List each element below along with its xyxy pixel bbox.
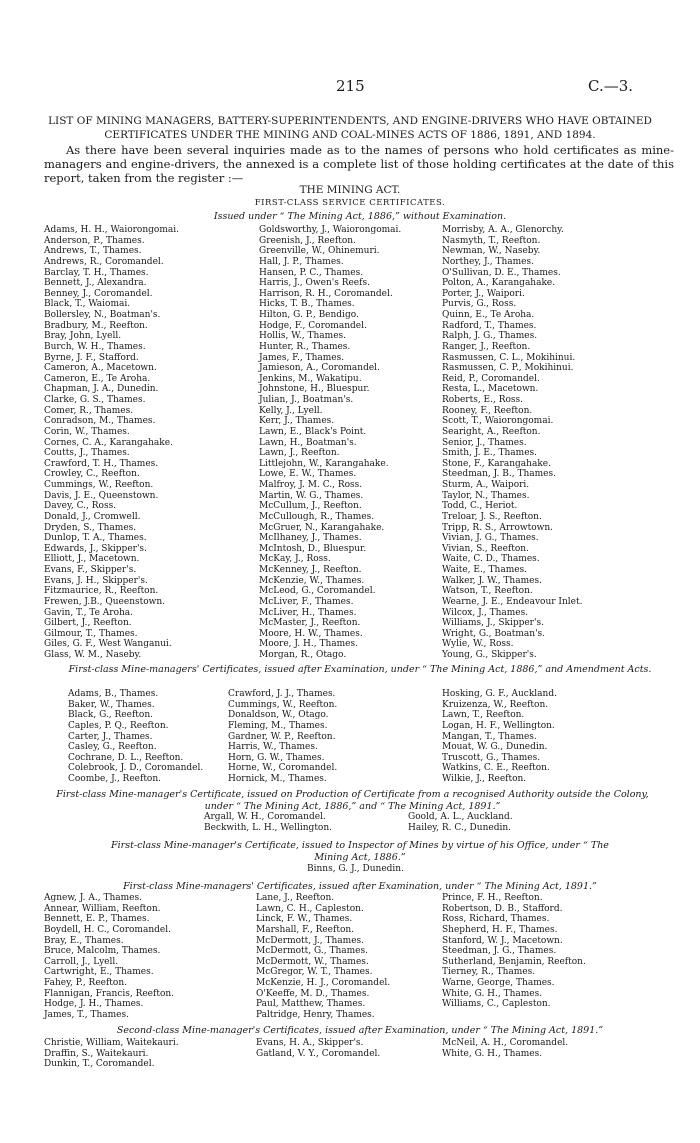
name-entry: Scott, T., Waiorongomai. — [442, 416, 554, 427]
name-entry: Sutherland, Benjamin, Reefton. — [442, 956, 586, 967]
name-entry: Cochrane, D. L., Reefton. — [68, 752, 184, 763]
column — [442, 893, 586, 1010]
names-columns — [44, 225, 664, 665]
name-entry: Evans, H. A., Skipper's. — [256, 1038, 364, 1048]
name-entry: Burch, W. H., Thames. — [44, 341, 146, 352]
name-entry: Julian, J., Boatman's. — [259, 395, 354, 405]
section-heading: First-class Mine-managers' Certificates, issued after Examination, under “ The Mining Act, 1891.” — [123, 881, 597, 892]
name-entry: Chapman, J. A., Dunedin. — [44, 384, 159, 395]
name-entry: Logan, H. F., Wellington. — [442, 720, 555, 731]
names-columns — [44, 812, 664, 836]
name-entry: Cummings, W., Reefton. — [44, 480, 154, 490]
column — [408, 812, 513, 833]
name-entry: Bray, John, Lyell. — [44, 331, 122, 342]
name-entry: Treloar, J. S., Reefton. — [442, 511, 542, 522]
name-entry: Martin, W. G., Thames. — [259, 490, 364, 501]
name-entry: Lawn, J., Reefton. — [259, 448, 340, 459]
name-entry: Williams, C., Capleston. — [442, 999, 551, 1010]
name-entry: McKenney, J., Reefton. — [259, 565, 362, 575]
column — [68, 689, 203, 785]
name-entry: Adams, H. H., Waiorongomai. — [44, 225, 179, 235]
name-entry: McDermott, W., Thames. — [256, 956, 369, 967]
name-entry: Vivian, S., Reefton. — [442, 543, 529, 554]
section-heading: First-class Mine-managers' Certificates, issued after Examination, under “ The Mining Act, 1886,” and Amendment Acts. — [68, 664, 652, 675]
name-entry: Warne, George, Thames. — [442, 978, 555, 988]
section-heading: First-class Mine-manager's Certificate, issued on Production of Certificate from a recognised Authority outside the Colony, under “ The Mining Act, 1886,” and “ The Mining Act, 1891.” — [56, 789, 649, 812]
name-entry: Andrews, R., Coromandel. — [44, 256, 164, 267]
name-entry: Goldsworthy, J., Waiorongomai. — [259, 225, 402, 235]
name-entry: Harrison, R. H., Coromandel. — [259, 288, 393, 299]
name-entry: Harris, J., Owen's Reefs. — [259, 278, 370, 289]
name-entry: Morrisby, A. A., Glenorchy. — [442, 225, 564, 235]
name-entry: Corin, W., Thames. — [44, 426, 130, 437]
name-entry: Quinn, E., Te Aroha. — [442, 310, 535, 320]
name-entry: Polton, A., Karangahake. — [442, 278, 556, 289]
name-entry: Edwards, J., Skipper's. — [44, 543, 147, 554]
name-entry: White, G. H., Thames. — [442, 988, 543, 999]
name-entry: Benney, J., Coromandel. — [44, 288, 153, 299]
name-entry: Dryden, S., Thames. — [44, 522, 137, 533]
name-entry: McIlhaney, J., Thames. — [259, 533, 362, 544]
name-entry: Crawford, T. H., Thames. — [44, 458, 159, 469]
name-entry: Stone, F., Karangahake. — [442, 458, 551, 469]
name-entry: Bradbury, M., Reefton. — [44, 320, 148, 331]
name-entry: McKay, J., Ross. — [259, 554, 331, 565]
name-entry: Wylie, W., Ross. — [442, 639, 514, 650]
name-entry: Moore, H. W., Thames. — [259, 628, 363, 639]
name-entry: McKenzie, H. J., Coromandel. — [256, 978, 391, 988]
name-entry: Truscott, G., Thames. — [442, 752, 541, 763]
name-entry: James, F., Thames. — [259, 352, 345, 363]
name-entry: Bollersley, N., Boatman's. — [44, 310, 161, 320]
name-entry: Greenville, W., Ohinemuri. — [259, 246, 380, 257]
name-entry: Elliott, J., Macetown. — [44, 554, 140, 565]
name-entry: Horn, G. W., Thames. — [228, 752, 325, 763]
page-number: 215 — [336, 77, 365, 95]
column — [256, 1038, 380, 1059]
name-entry: Bruce, Malcolm, Thames. — [44, 946, 161, 957]
name-entry: Ralph, J. G., Thames. — [442, 331, 538, 342]
name-entry: Boydell, H. C., Coromandel. — [44, 924, 171, 935]
name-entry: Smith, J. E., Thames. — [442, 448, 538, 459]
name-entry: Steedman, J. G., Thames. — [442, 946, 557, 957]
name-entry: Horne, W., Coromandel. — [228, 763, 338, 774]
name-entry: Clarke, G. S., Thames. — [44, 395, 146, 405]
name-entry: Jenkins, M., Wakatipu. — [259, 373, 362, 384]
name-entry: Rasmussen, C. L., Mokihinui. — [442, 352, 576, 363]
name-entry: Baker, W., Thames. — [68, 699, 155, 710]
name-entry: Wright, G., Boatman's. — [442, 628, 546, 639]
name-entry: Carter, J., Thames. — [68, 731, 153, 742]
name-entry: Agnew, J. A., Thames. — [44, 893, 142, 903]
name-entry: McLiver, H., Thames. — [259, 607, 357, 618]
section-heading: First-class Mine-manager's Certificate, issued to Inspector of Mines by virtue of his Office, under “ The Mining Act, 1886.” — [111, 840, 609, 863]
name-entry: Roberts, E., Ross. — [442, 395, 523, 405]
name-entry: McDermott, J., Thames. — [256, 935, 365, 946]
intro-paragraph: As there have been several inquiries made as to the names of persons who hold certificates as mine-managers and engine-drivers, the annexed is a complete list of those holding certificates at the date of this report, taken from the register :— — [44, 143, 674, 185]
name-entry: James, T., Thames. — [44, 1009, 129, 1020]
name-entry: Lane, J., Reefton. — [256, 893, 335, 903]
name-entry: Hall, J. P., Thames. — [259, 256, 344, 267]
name-entry: Goold, A. L., Auckland. — [408, 812, 513, 822]
column — [442, 225, 582, 661]
name-entry: Gilmour, T., Thames. — [44, 628, 138, 639]
column — [204, 812, 332, 833]
name-entry: Watkins, C. E., Reefton. — [442, 763, 550, 774]
name-entry: Comer, R., Thames. — [44, 405, 134, 416]
name-entry: Moore, J. H., Thames. — [259, 639, 358, 650]
name-entry: Black, T., Waiomai. — [44, 299, 131, 310]
name-entry: Stanford, W. J., Macetown. — [442, 935, 563, 946]
section-heading: Issued under “ The Mining Act, 1886,” without Examination. — [213, 211, 507, 222]
section-heading: Second-class Mine-manager's Certificates, issued after Examination, under “ The Mining Act, 1891.” — [116, 1025, 604, 1036]
name-entry: Gardner, W. P., Reefton. — [228, 731, 336, 742]
name-entry: Coombe, J., Reefton. — [68, 774, 162, 784]
name-entry: Giles, G. F., West Wanganui. — [44, 639, 172, 650]
column — [256, 893, 390, 1021]
name-entry: Cartwright, E., Thames. — [44, 967, 154, 978]
name-entry: Northey, J., Thames. — [442, 256, 534, 267]
name-entry: Andrews, T., Thames. — [44, 246, 142, 257]
name-entry: Marshall, F., Reefton. — [256, 924, 355, 935]
names-columns — [44, 893, 664, 1023]
name-entry: Wearne, J. E., Endeavour Inlet. — [442, 596, 583, 607]
name-entry: McGruer, N., Karangahake. — [259, 522, 385, 533]
column — [442, 1038, 568, 1059]
name-entry: Watson, T., Reefton. — [442, 586, 533, 597]
name-entry: Mouat, W. G., Dunedin. — [442, 742, 548, 753]
name-entry: Casley, G., Reefton. — [68, 742, 157, 753]
name-entry: Annear, William, Reefton. — [44, 903, 161, 914]
name-entry: McMaster, J., Reefton. — [259, 618, 361, 629]
name-entry: Paltridge, Henry, Thames. — [256, 1009, 375, 1020]
column — [44, 1038, 179, 1070]
name-entry: Lawn, T., Reefton. — [442, 710, 525, 721]
paper-reference: C.—3. — [588, 77, 634, 95]
name-entry: Black, G., Reefton. — [68, 710, 153, 721]
name-entry: Todd, C., Heriot. — [442, 501, 518, 512]
name-entry: Davis, J. E., Queenstown. — [44, 490, 159, 501]
name-entry: McLiver, F., Thames. — [259, 596, 354, 607]
name-entry: Gilbert, J., Reefton. — [44, 618, 132, 629]
name-entry: Dunlop, T. A., Thames. — [44, 533, 147, 544]
name-entry: Fahey, P., Reefton. — [44, 978, 127, 988]
document-title — [30, 114, 670, 142]
name-entry: Dunkin, T., Coromandel. — [44, 1059, 155, 1070]
name-entry: Mangan, T., Thames. — [442, 731, 537, 742]
name-entry: Robertson, D. B., Stafford. — [442, 903, 563, 914]
name-entry: Fleming, M., Thames. — [228, 720, 328, 731]
name-entry: Christie, William, Waitekauri. — [44, 1038, 179, 1048]
name-entry: McIntosh, D., Bluespur. — [259, 543, 367, 554]
name-entry: Nasmyth, T., Reefton. — [442, 235, 541, 246]
name-entry: Beckwith, L. H., Wellington. — [204, 822, 333, 833]
name-entry: Paul, Matthew, Thames. — [256, 999, 366, 1010]
name-entry: Resta, L., Macetown. — [442, 384, 539, 395]
name-entry: Sturm, A., Waipori. — [442, 480, 530, 490]
name-entry: Draffin, S., Waitekauri. — [44, 1048, 149, 1059]
name-entry: McLeod, G., Coromandel. — [259, 586, 376, 597]
name-entry: Waite, E., Thames. — [442, 565, 528, 575]
name-entry: Lowe, E. W., Thames. — [259, 469, 357, 480]
name-entry: Caples, P. Q., Reefton. — [68, 720, 169, 731]
name-entry: Hornick, M., Thames. — [228, 774, 327, 784]
name-entry: Flannigan, Francis, Reefton. — [44, 988, 175, 999]
name-entry: Reid, P., Coromandel. — [442, 373, 540, 384]
name-entry: Williams, J., Skipper's. — [442, 618, 544, 629]
name-entry: Ross, Richard, Thames. — [442, 914, 550, 925]
name-entry: Tripp, R. S., Arrowtown. — [442, 522, 553, 533]
name-entry: Newman, W., Naseby. — [442, 246, 541, 257]
name-entry: Davey, C., Ross. — [44, 501, 117, 512]
name-entry: Gavin, T., Te Aroha. — [44, 607, 134, 618]
name-entry: Byrne, J. F., Stafford. — [44, 352, 139, 363]
name-entry: Morgan, R., Otago. — [259, 650, 347, 660]
section-subtitle: FIRST-CLASS SERVICE CERTIFICATES. — [254, 198, 446, 208]
title-line-2: CERTIFICATES UNDER THE MINING AND COAL-MINES ACTS OF 1886, 1891, AND 1894. — [104, 129, 596, 141]
name-entry: Gatland, V. Y., Coromandel. — [256, 1048, 381, 1059]
name-entry: Crowley, C., Reefton. — [44, 469, 140, 480]
name-entry: Kerr, J., Thames. — [259, 416, 335, 427]
name-entry: Kruizenza, W., Reefton. — [442, 699, 549, 710]
name-entry: Bray, E., Thames. — [44, 935, 124, 946]
name-entry: Adams, B., Thames. — [68, 689, 159, 699]
name-entry: Cornes, C. A., Karangahake. — [44, 437, 173, 448]
names-columns — [44, 689, 664, 789]
name-entry: Johnstone, H., Bluespur. — [259, 384, 370, 395]
column — [44, 893, 174, 1021]
name-entry: Linck, F. W., Thames. — [256, 914, 353, 925]
column — [259, 225, 401, 661]
name-entry: McCullough, R., Thames. — [259, 511, 375, 522]
name-entry: Fitzmaurice, R., Reefton. — [44, 586, 159, 597]
name-entry: McKenzie, W., Thames. — [259, 575, 365, 586]
name-entry: Taylor, N., Thames. — [442, 490, 530, 501]
name-entry: Wilkie, J., Reefton. — [442, 774, 527, 784]
name-entry: Argall, W. H., Coromandel. — [204, 812, 326, 822]
name-entry: O'Keeffe, M. D., Thames. — [256, 988, 370, 999]
name-entry: Lawn, H., Boatman's. — [259, 437, 357, 448]
title-line-1: LIST OF MINING MANAGERS, BATTERY-SUPERINTENDENTS, AND ENGINE-DRIVERS WHO HAVE OBTAINED — [48, 115, 652, 127]
name-entry: Young, G., Skipper's. — [442, 650, 537, 660]
name-entry: White, G. H., Thames. — [442, 1048, 543, 1059]
name-entry: Greenish, J., Reefton. — [259, 235, 356, 246]
name-entry: Senior, J., Thames. — [442, 437, 527, 448]
name-entry: Barclay, T. H., Thames. — [44, 267, 149, 278]
name-entry: McCullum, J., Reefton. — [259, 501, 362, 512]
name-entry: Ranger, J., Reefton. — [442, 341, 531, 352]
name-entry: Hunter, R., Thames. — [259, 341, 351, 352]
name-entry: Hailey, R. C., Dunedin. — [408, 822, 511, 833]
name-entry: Hilton, G. P., Bendigo. — [259, 310, 359, 320]
name-entry: Coutts, J., Thames. — [44, 448, 130, 459]
name-entry: Rooney, F., Reefton. — [442, 405, 533, 416]
name-entry: Walker, J. W., Thames. — [442, 575, 542, 586]
name-entry: Bennett, E. P., Thames. — [44, 914, 150, 925]
name-entry: Evans, J. H., Skipper's. — [44, 575, 148, 586]
name-entry: Bennett, J., Alexandra. — [44, 278, 147, 289]
name-entry: Littlejohn, W., Karangahake. — [259, 458, 389, 469]
name-entry: Hosking, G. F., Auckland. — [442, 689, 557, 699]
name-entry: Donaldson, W., Otago. — [228, 710, 329, 721]
name-entry: Evans, F., Skipper's. — [44, 565, 137, 575]
act-title: THE MINING ACT. — [299, 184, 401, 196]
name-entry: Colebrook, J. D., Coromandel. — [68, 763, 204, 774]
name-entry: Tierney, R., Thames. — [442, 967, 536, 978]
name-entry: Porter, J., Waipori. — [442, 288, 525, 299]
name-entry: Jamieson, A., Coromandel. — [259, 363, 380, 374]
name-entry: Anderson, P., Thames. — [44, 235, 145, 246]
name-entry: Carroll, J., Lyell. — [44, 956, 119, 967]
name-entry: Hodge, F., Coromandel. — [259, 320, 367, 331]
name-entry: Malfroy, J. M. C., Ross. — [259, 480, 363, 490]
name-entry: Crawford, J. J., Thames. — [228, 689, 336, 699]
name-entry: Hansen, P. C., Thames. — [259, 267, 364, 278]
name-entry: Donald, J., Cromwell. — [44, 511, 141, 522]
column — [442, 689, 557, 785]
name-entry: Cameron, A., Macetown. — [44, 363, 157, 374]
names-columns — [44, 1038, 664, 1074]
name-entry: Wilcox, J., Thames. — [442, 607, 529, 618]
name-entry: Searight, A., Reefton. — [442, 426, 541, 437]
name-entry: Glass, W. M., Naseby. — [44, 650, 142, 660]
name-entry: Hodge, J. H., Thames. — [44, 999, 144, 1010]
name-entry: Steedman, J. B., Thames. — [442, 469, 556, 480]
name-entry: McDermott, G., Thames. — [256, 946, 368, 957]
name-entry: Hollis, W., Thames. — [259, 331, 347, 342]
name-entry: Conradson, M., Thames. — [44, 416, 156, 427]
name-entry: Rasmussen, C. P., Mokihinui. — [442, 363, 574, 374]
name-entry: McGregor, W. T., Thames. — [256, 967, 373, 978]
column — [44, 225, 179, 661]
name-entry: Kelly, J., Lyell. — [259, 405, 323, 416]
name-entry: Lawn, C. H., Capleston. — [256, 903, 364, 914]
name-entry: Purvis, G., Ross. — [442, 299, 517, 310]
name-entry: Hicks, T. B., Thames. — [259, 299, 355, 310]
name-entry: Radford, T., Thames. — [442, 320, 537, 331]
name-entry: Binns, G. J., Dunedin. — [307, 864, 404, 874]
name-entry: McNeil, A. H., Coromandel. — [442, 1038, 569, 1048]
name-entry: Cameron, E., Te Aroha. — [44, 373, 151, 384]
name-entry: Prince, F. H., Reefton. — [442, 893, 543, 903]
name-entry: Waite, C. D., Thames. — [442, 554, 540, 565]
column — [228, 689, 337, 785]
name-entry: Cummings, W., Reefton. — [228, 699, 338, 710]
name-entry: Lawn, E., Black's Point. — [259, 426, 367, 437]
name-entry: Frewen, J.B., Queenstown. — [44, 596, 166, 607]
name-entry: Vivian, J. G., Thames. — [442, 533, 539, 544]
name-entry: Shepherd, H. F., Thames. — [442, 924, 558, 935]
name-entry: O'Sullivan, D. E., Thames. — [442, 267, 561, 278]
name-entry: Harris, W., Thames. — [228, 742, 318, 753]
